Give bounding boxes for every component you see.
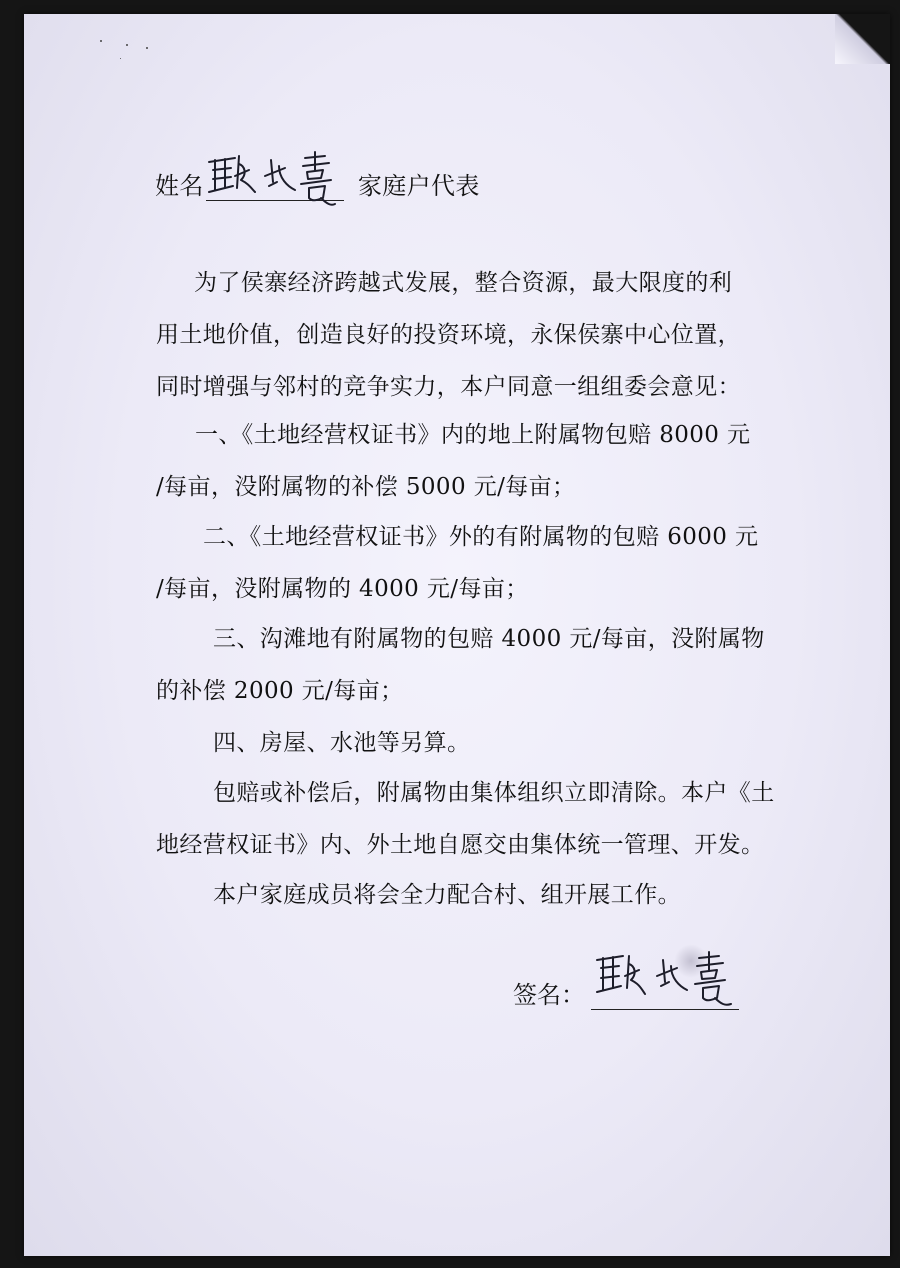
role-label: 家庭户代表 [357,172,480,200]
body-line-2: 用土地价值，创造良好的投资环境，永保侯寨中心位置， [156,322,741,348]
body-line-11: 包赔或补偿后，附属物由集体组织立即清除。本户《土 [213,780,775,806]
body-line-5: /每亩，没附属物的补偿 5000 元/每亩； [156,474,576,500]
folded-corner [835,14,890,64]
body-line-9: 的补偿 2000 元/每亩； [156,678,404,704]
signature-label: 签名： [513,981,585,1009]
body-line-8: 三、沟滩地有附属物的包赔 4000 元/每亩，没附属物 [213,626,765,652]
body-line-3: 同时增强与邻村的竞争实力，本户同意一组组委会意见： [156,374,741,400]
header-handwritten-name [205,148,345,208]
body-line-7: /每亩，没附属物的 4000 元/每亩； [156,576,529,602]
name-label: 姓名 [155,172,204,200]
body-line-13: 本户家庭成员将会全力配合村、组开展工作。 [213,882,681,908]
body-line-6: 二、《土地经营权证书》外的有附属物的包赔 6000 元 [203,524,759,550]
body-line-4: 一、《土地经营权证书》内的地上附属物包赔 8000 元 [195,422,751,448]
handwritten-signature [593,950,743,1010]
body-line-12: 地经营权证书》内、外土地自愿交由集体统一管理、开发。 [156,832,765,858]
body-line-1: 为了侯寨经济跨越式发展，整合资源，最大限度的利 [194,270,733,296]
body-line-10: 四、房屋、水池等另算。 [213,730,471,756]
